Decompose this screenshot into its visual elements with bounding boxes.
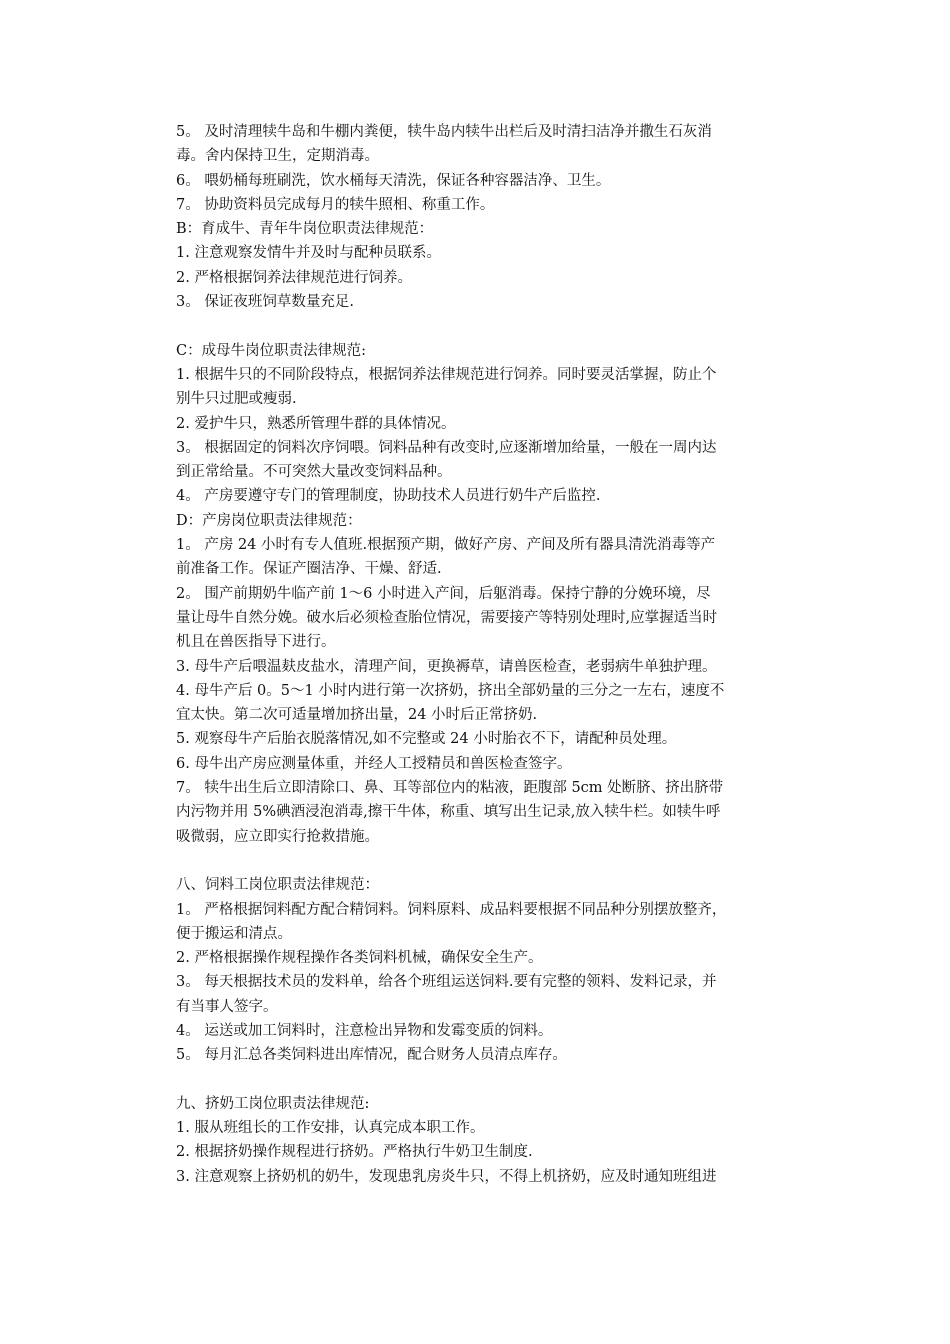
text-line (176, 314, 816, 338)
text-line: 前准备工作。保证产圈洁净、干燥、舒适. (176, 561, 442, 578)
text-line (176, 849, 816, 873)
text-line: 2. 严格根据操作规程操作各类饲料机械，确保安全生产。 (176, 950, 543, 967)
text-line: 3. 母牛产后喂温麸皮盐水，清理产间，更换褥草，请兽医检查，老弱病牛单独护理。 (176, 658, 717, 675)
document-body (176, 120, 816, 1189)
text-line: 1. 注意观察发情牛并及时与配种员联系。 (176, 245, 441, 262)
text-line: 量让母牛自然分娩。破水后必须检查胎位情况，需要接产等特别处理时,应掌握适当时 (176, 609, 718, 626)
text-line: 1. 服从班组长的工作安排，认真完成本职工作。 (176, 1120, 485, 1137)
text-line: 7。 协助资料员完成每月的犊牛照相、称重工作。 (176, 196, 495, 213)
text-line: 7。 犊牛出生后立即清除口、鼻、耳等部位内的粘液，距腹部 5cm 处断脐、挤出脐带 (176, 780, 724, 797)
text-line: 6。 喂奶桶每班刷洗，饮水桶每天清洗，保证各种容器洁净、卫生。 (176, 172, 611, 189)
text-line: 3。 保证夜班饲草数量充足. (176, 294, 354, 311)
text-line: 内污物并用 5%碘酒浸泡消毒,擦干牛体，称重、填写出生记录,放入犊牛栏。如犊牛呼 (176, 804, 721, 821)
text-line: 6. 母牛出产房应测量体重，并经人工授精员和兽医检查签字。 (176, 755, 572, 772)
text-line: 九、挤奶工岗位职责法律规范: (176, 1095, 370, 1112)
text-line: 2. 严格根据饲养法律规范进行饲养。 (176, 269, 412, 286)
text-line: 1. 根据牛只的不同阶段特点，根据饲养法律规范进行饲养。同时要灵活掌握，防止个 (176, 366, 717, 383)
text-line: 八、饲料工岗位职责法律规范： (176, 877, 379, 894)
text-line: 3。 根据固定的饲料次序饲喂。饲料品种有改变时,应逐渐增加给量，一般在一周内达 (176, 439, 717, 456)
text-line: 3. 注意观察上挤奶机的奶牛，发现患乳房炎牛只，不得上机挤奶，应及时通知班组进 (176, 1168, 717, 1185)
text-line: C：成母牛岗位职责法律规范: (176, 342, 366, 359)
text-line: 4。 运送或加工饲料时，注意检出异物和发霉变质的饲料。 (176, 1022, 553, 1039)
text-line: B：育成牛、青年牛岗位职责法律规范： (176, 221, 434, 238)
text-line: 1。 产房 24 小时有专人值班.根据预产期，做好产房、产间及所有器具清洗消毒等产 (176, 537, 716, 554)
text-line: 宜太快。第二次可适量增加挤出量，24 小时后正常挤奶. (176, 707, 538, 724)
text-line: 4。 产房要遵守专门的管理制度，协助技术人员进行奶牛产后监控. (176, 488, 601, 505)
text-line: 3。 每天根据技术员的发料单，给各个班组运送饲料.要有完整的领料、发料记录，并 (176, 974, 717, 991)
text-line (176, 1068, 816, 1092)
text-line: 4. 母牛产后 0。5～1 小时内进行第一次挤奶，挤出全部奶量的三分之一左右，速度不 (176, 682, 725, 699)
text-line: 2. 根据挤奶操作规程进行挤奶。严格执行牛奶卫生制度. (176, 1144, 533, 1161)
text-line: 便于搬运和清点。 (176, 925, 292, 942)
text-line: 有当事人签字。 (176, 998, 278, 1015)
text-line: 5。 及时清理犊牛岛和牛棚内粪便，犊牛岛内犊牛出栏后及时清扫洁净并撒生石灰消 (176, 124, 712, 140)
text-line: 1。 严格根据饲料配方配合精饲料。饲料原料、成品料要根据不同品种分别摆放整齐， (176, 901, 727, 918)
text-line: 5. 观察母牛产后胎衣脱落情况,如不完整或 24 小时胎衣不下，请配种员处理。 (176, 731, 677, 748)
text-line: 毒。舍内保持卫生，定期消毒。 (176, 148, 379, 165)
text-line: D：产房岗位职责法律规范： (176, 512, 362, 529)
text-line: 吸微弱，应立即实行抢救措施。 (176, 828, 379, 845)
text-line: 5。 每月汇总各类饲料进出库情况，配合财务人员清点库存。 (176, 1047, 567, 1064)
text-line: 别牛只过肥或瘦弱. (176, 391, 297, 408)
text-line: 机且在兽医指导下进行。 (176, 634, 336, 651)
text-line: 2. 爱护牛只，熟悉所管理牛群的具体情况。 (176, 415, 456, 432)
text-line: 2。 围产前期奶牛临产前 1～6 小时进入产间，后躯消毒。保持宁静的分娩环境，尽 (176, 585, 711, 602)
text-line: 到正常给量。不可突然大量改变饲料品种。 (176, 464, 452, 481)
